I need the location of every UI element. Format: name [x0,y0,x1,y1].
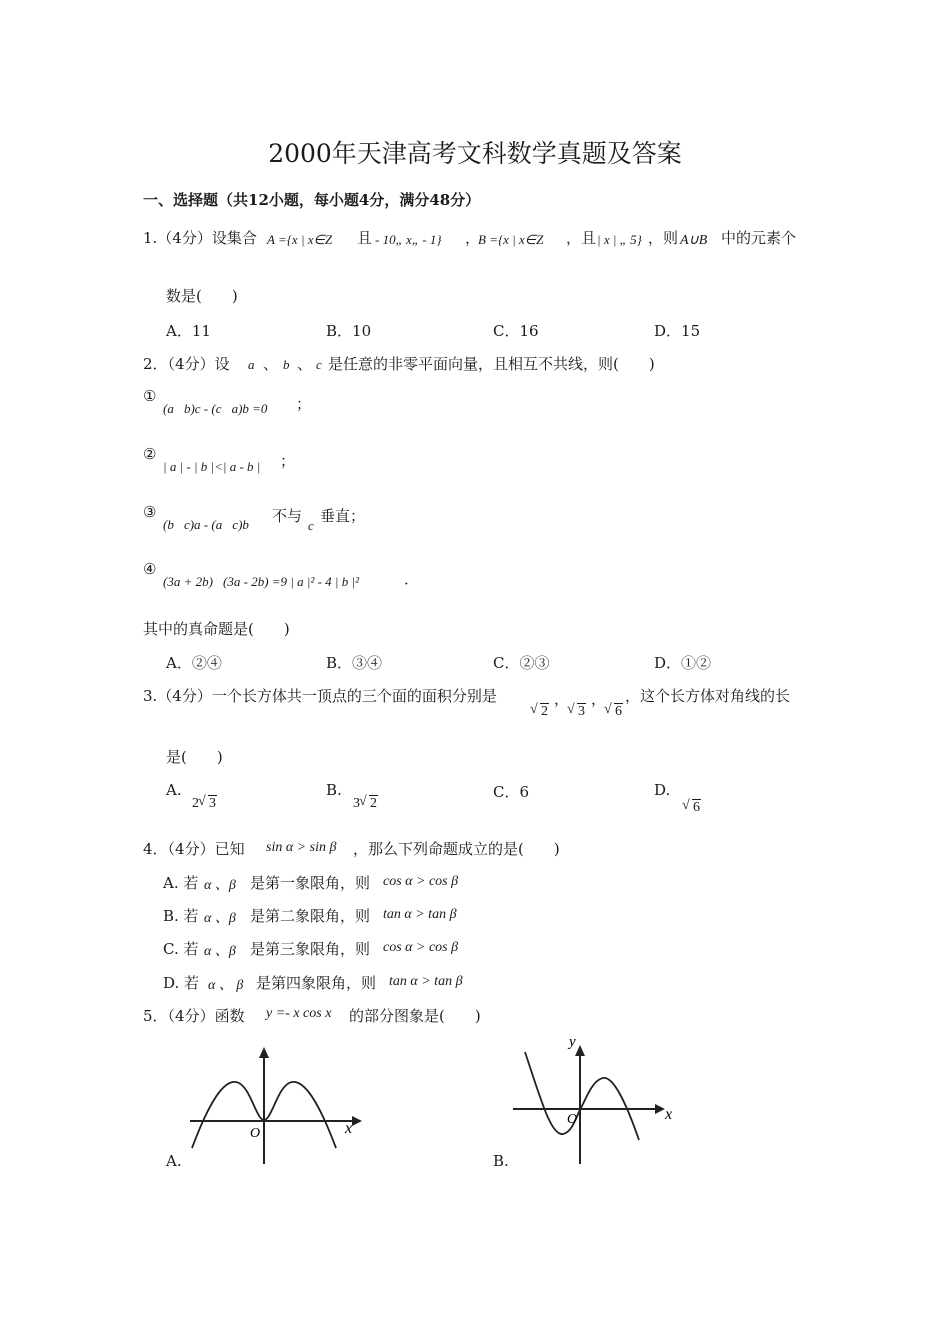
q2-question: 其中的真命题是( ) [143,620,290,638]
q2-statement-3-end: 垂直； [320,507,366,525]
q4-option-d-text: 是第四象限角，则 [256,974,377,992]
q2-statement-3-var-c: c [308,518,314,533]
q3-option-b-value: 3√ 2 [353,796,378,812]
q3-prefix: 3.（4分）一个长方体共一顶点的三个面的面积分别是 [143,687,497,705]
q3-root-2: √ 2 [531,700,549,720]
graph-b-x-label: x [665,1106,673,1123]
q5-prefix: 5．（4分）函数 [143,1007,245,1025]
q2-var-b: b [283,357,290,372]
q2-statement-2-mark: ② [143,445,157,463]
graph-b-x-arrow [655,1104,665,1114]
q2-statement-4-end: ． [404,570,420,588]
q2-statement-3: (b􀀁c)a - (a􀀁c)b [163,517,249,532]
q4-option-c-ineq: cos α > cos β [383,940,459,955]
q2-statement-1-mark: ① [143,387,157,405]
q3-option-d-value: √ 6 [683,796,701,816]
q1-then: ，则 [648,229,679,247]
q1-and-2: ，且 [566,229,597,247]
q4-option-b-ineq: tan α > tan β [383,907,457,922]
q2-option-d: D．①② [654,654,712,672]
q4-option-d-label: D. 若 [163,974,200,992]
q1-set-a-range: - 10„ x„ - 1} [375,232,442,247]
q4-option-d-angles: α 、 β [208,978,244,993]
graph-b-y-arrow [575,1045,585,1056]
q4-option-c-label: C. 若 [163,940,199,958]
q2-sep-1: 、 [263,355,279,373]
graph-b-curve [525,1052,639,1140]
q2-statement-3-mid: 不与 [272,507,303,525]
q1-option-a: A．11 [166,322,211,340]
q1-option-b: B．10 [326,322,372,340]
q1-prefix: 1.（4分）设集合 [143,229,257,247]
q1-option-d: D．15 [654,322,701,340]
q4-option-b-text: 是第二象限角，则 [250,907,371,925]
q4-condition: sin α > sin β [266,840,337,855]
q2-prefix: 2．（4分）设 [143,355,230,373]
q2-statement-2: | a | - | b |<| a - b | [163,459,261,474]
q4-option-a-text: 是第一象限角，则 [250,874,371,892]
graph-b-y-label: y [569,1034,576,1050]
q3-sep-2: ， [591,690,607,708]
q3-option-a-value: 2√ 3 [192,796,217,812]
graph-a-x-label: x [345,1120,353,1137]
q2-text: 是任意的非零平面向量，且相互不共线，则( ) [328,355,655,373]
q1-set-b: B ={x | x∈Z [478,232,544,247]
q1-suffix: 中的元素个 [721,229,797,247]
q1-and: 且 [357,229,373,247]
q4-option-a-label: A. 若 [163,874,199,892]
q5-graph-a-label: A. [166,1152,182,1170]
q2-option-c: C．②③ [493,654,550,672]
q4-option-c-text: 是第三象限角，则 [250,940,371,958]
q3-option-d-label: D. [654,781,671,799]
q5-function: y =- x cos x [266,1006,332,1021]
q3-suffix: ，这个长方体对角线的长 [625,687,791,705]
q4-option-b-label: B. 若 [163,907,199,925]
q5-graph-b-label: B. [493,1152,509,1170]
q2-var-a: a [248,357,255,372]
q1-continuation: 数是( ) [166,287,238,305]
q1-set-b-range: | x | „ 5} [597,232,642,247]
q4-option-a-ineq: cos α > cos β [383,874,459,889]
q3-sep-1: ， [554,690,570,708]
q2-option-b: B．③④ [326,654,383,672]
q3-option-b-label: B. [326,781,342,799]
q2-statement-4-mark: ④ [143,560,157,578]
q4-option-a-angles: α 、β [204,878,236,893]
q3-continuation: 是( ) [166,748,223,766]
q1-option-c: C．16 [493,322,539,340]
graph-a-y-arrow [259,1047,269,1058]
q4-suffix: ，那么下列命题成立的是( ) [353,840,560,858]
q1-union: A∪B [680,233,708,248]
q2-statement-1-end: ； [296,395,312,413]
q2-statement-3-mark: ③ [143,503,157,521]
graph-a-x-arrow [352,1116,362,1126]
section-heading: 一、选择题（共12小题，每小题4分，满分48分） [143,191,481,209]
q4-prefix: 4．（4分）已知 [143,840,245,858]
q3-option-c: C．6 [493,783,530,801]
q2-sep-2: 、 [297,355,313,373]
q4-option-d-ineq: tan α > tan β [389,974,463,989]
graph-b-origin: O [567,1112,578,1127]
q4-option-b-angles: α 、β [204,911,236,926]
q5-suffix: 的部分图象是( ) [349,1007,481,1025]
q3-root-3: √ 3 [568,700,586,720]
page-title: 2000年天津高考文科数学真题及答案 [268,139,682,168]
graph-a-origin: O [250,1126,261,1141]
q4-option-c-angles: α 、β [204,944,236,959]
q3-root-6: √ 6 [605,700,623,720]
q1-comma: ， [465,229,481,247]
q1-set-a: A ={x | x∈Z [267,232,333,247]
q5-graph-a [180,1040,370,1170]
q2-option-a: A．②④ [166,654,222,672]
q5-graph-b [505,1030,685,1170]
q2-statement-1: (a􀀁b)c - (c􀀁a)b =0 [163,401,268,416]
q2-statement-4: (3a + 2b)􀀁(3a - 2b) =9 | a |² - 4 | b |² [163,574,359,589]
q3-option-a-label: A. [166,781,182,799]
q2-statement-2-end: ； [280,452,296,470]
q2-var-c: c [316,357,322,372]
